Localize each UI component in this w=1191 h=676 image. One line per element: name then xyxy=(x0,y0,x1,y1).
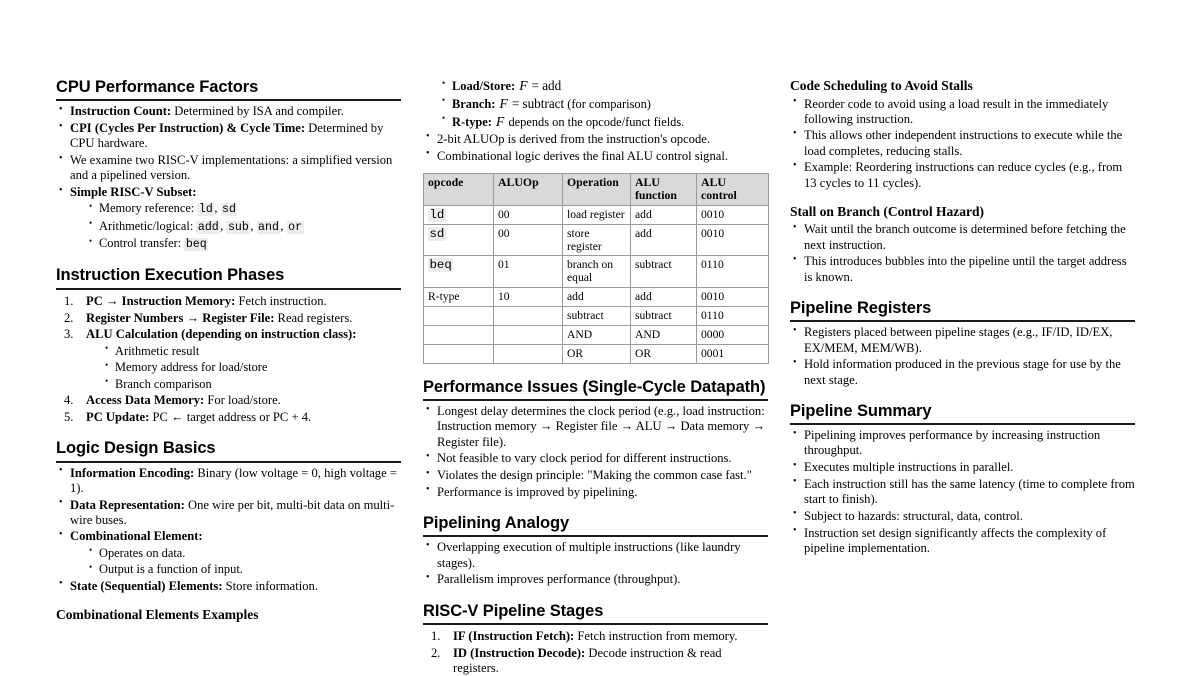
list-item-text: Fetch instruction. xyxy=(235,293,327,308)
list-item-label: Branch: xyxy=(452,96,496,111)
table-cell-operation: store register xyxy=(563,224,631,255)
table-cell-opcode: R-type xyxy=(424,287,494,306)
table-header-cell: ALU control xyxy=(697,173,769,205)
list-item-label: Combinational Element: xyxy=(70,529,203,544)
list-item-text: Performance is improved by pipelining. xyxy=(437,484,638,499)
table-cell-alu-function: add xyxy=(631,224,697,255)
sublist-riscv-subset xyxy=(70,201,401,252)
list-item xyxy=(441,114,768,130)
table-cell-alu-control: 0110 xyxy=(697,306,769,325)
list-item-text: This allows other independent instructions to execute while the load completes, reducing stalls. xyxy=(804,128,1123,158)
list-item-text: Registers placed between pipeline stages (e.g., IF/ID, ID/EX, EX/MEM, MEM/WB). xyxy=(804,325,1113,355)
table-cell-aluop: 10 xyxy=(494,287,563,306)
list-item-label: State (Sequential) Elements: xyxy=(70,578,223,593)
sublist-alu-calculation xyxy=(86,344,401,392)
table-row xyxy=(424,325,769,344)
section-heading-instruction-execution-phases: Instruction Execution Phases xyxy=(56,266,401,289)
table-header-cell: ALUOp xyxy=(494,173,563,205)
list-item xyxy=(423,485,768,500)
list-item-label: PC Update: xyxy=(86,409,150,424)
list-item-label: ALU Calculation (depending on instruction class): xyxy=(86,327,357,342)
list-item xyxy=(56,579,401,594)
math-symbol: F xyxy=(519,78,528,93)
list-item xyxy=(790,460,1135,475)
list-item-text: Combinational logic derives the final ALU control signal. xyxy=(437,148,728,163)
list-item xyxy=(56,466,401,496)
list-item-text: Decode instruction & read registers. xyxy=(453,645,722,676)
list-item-text: Longest delay determines the clock period (e.g., load instruction: Instruction memory → Register file → ALU → Data memory → Register file). xyxy=(437,404,766,449)
list-item-text: Store information. xyxy=(222,578,319,593)
code-token: add xyxy=(197,220,219,234)
table-row xyxy=(424,224,769,255)
table-cell-alu-control: 0110 xyxy=(697,256,769,287)
three-column-layout xyxy=(56,78,1135,676)
table-cell-operation: load register xyxy=(563,205,631,224)
list-item xyxy=(56,498,401,528)
list-pipeline-registers xyxy=(790,325,1135,387)
table-cell-operation: branch on equal xyxy=(563,256,631,287)
list-item xyxy=(423,468,768,483)
table-cell-alu-control: 0010 xyxy=(697,205,769,224)
table-cell-alu-control: 0010 xyxy=(697,224,769,255)
list-item xyxy=(104,377,401,392)
table-header-cell: opcode xyxy=(424,173,494,205)
code-token: beq xyxy=(429,258,452,273)
list-item xyxy=(423,451,768,466)
table-cell-operation: add xyxy=(563,287,631,306)
table-cell-aluop xyxy=(494,306,563,325)
list-item xyxy=(104,344,401,359)
list-item-text: Wait until the branch outcome is determined before fetching the next instruction. xyxy=(804,222,1126,252)
sublist-item-text: Control transfer: xyxy=(99,236,185,251)
table-cell-alu-control: 0001 xyxy=(697,344,769,363)
sublist-item-text: Arithmetic result xyxy=(115,343,200,358)
table-header-cell: ALU function xyxy=(631,173,697,205)
list-pipelining-analogy xyxy=(423,540,768,587)
list-cpu-performance-factors xyxy=(56,104,401,252)
table-cell-opcode xyxy=(424,224,494,255)
sublist-combinational-element xyxy=(70,546,401,578)
code-token: sd xyxy=(222,203,236,217)
list-item xyxy=(427,629,768,644)
sublist-item-text: Output is a function of input. xyxy=(99,562,243,577)
list-item-text: Read registers. xyxy=(274,310,353,325)
sublist-item-text: Operates on data. xyxy=(99,545,186,560)
list-item-text: Pipelining improves performance by increasing instruction throughput. xyxy=(804,428,1101,458)
list-item xyxy=(60,311,401,326)
section-heading-combinational-elements-examples: Combinational Elements Examples xyxy=(56,606,259,622)
list-item-text: Fetch instruction from memory. xyxy=(574,629,738,644)
table-cell-alu-control: 0000 xyxy=(697,325,769,344)
column-left xyxy=(56,78,401,626)
list-item xyxy=(104,360,401,375)
list-item xyxy=(423,540,768,570)
section-heading-logic-design-basics: Logic Design Basics xyxy=(56,439,401,462)
list-item-text: This introduces bubbles into the pipeline until the target address is known. xyxy=(804,254,1127,284)
list-item-text: 2-bit ALUOp is derived from the instruction's opcode. xyxy=(437,131,710,146)
list-code-scheduling xyxy=(790,97,1135,191)
list-item xyxy=(427,646,768,676)
list-item xyxy=(790,477,1135,507)
list-item xyxy=(790,526,1135,556)
table-row xyxy=(424,205,769,224)
list-item xyxy=(56,153,401,183)
list-item xyxy=(88,236,401,252)
list-riscv-pipeline-stages xyxy=(423,629,768,676)
table-cell-aluop: 01 xyxy=(494,256,563,287)
list-item-label: IF (Instruction Fetch): xyxy=(453,629,575,644)
list-item-text: We examine two RISC-V implementations: a simplified version and a pipelined version. xyxy=(70,153,393,183)
list-item xyxy=(56,121,401,151)
table-cell-alu-function: subtract xyxy=(631,256,697,287)
list-item xyxy=(56,185,401,252)
list-logic-design-basics xyxy=(56,466,401,594)
list-item-text: Reorder code to avoid using a load result in the immediately following instruction. xyxy=(804,96,1109,126)
code-token: beq xyxy=(185,238,207,252)
table-cell-alu-control: 0010 xyxy=(697,287,769,306)
table-cell-alu-function: OR xyxy=(631,344,697,363)
table-cell-aluop xyxy=(494,344,563,363)
section-heading-pipeline-summary: Pipeline Summary xyxy=(790,402,1135,425)
table-cell-alu-function: add xyxy=(631,205,697,224)
list-item-text: Not feasible to vary clock period for different instructions. xyxy=(437,451,732,466)
table-cell-aluop xyxy=(494,325,563,344)
list-item xyxy=(60,294,401,309)
section-heading-pipelining-analogy: Pipelining Analogy xyxy=(423,514,768,537)
list-item-label: Load/Store: xyxy=(452,79,516,93)
table-cell-opcode xyxy=(424,325,494,344)
list-item-text: Executes multiple instructions in parallel. xyxy=(804,460,1014,475)
list-item xyxy=(790,428,1135,458)
list-item-text: Determined by CPU hardware. xyxy=(70,121,384,151)
list-item xyxy=(790,222,1135,252)
list-item-text: Determined by ISA and compiler. xyxy=(171,104,344,119)
table-header-row xyxy=(424,173,769,205)
list-item-text: depends on the opcode/funct fields. xyxy=(505,114,685,129)
table-cell-opcode xyxy=(424,205,494,224)
code-token: sub xyxy=(227,220,249,234)
table-cell-alu-function: AND xyxy=(631,325,697,344)
list-item-label: Instruction Count: xyxy=(70,104,172,119)
table-cell-operation: OR xyxy=(563,344,631,363)
table-row xyxy=(424,344,769,363)
list-item xyxy=(423,572,768,587)
list-item xyxy=(423,149,768,164)
list-pipeline-summary xyxy=(790,428,1135,556)
list-item xyxy=(790,128,1135,158)
list-item-text: (for comparison) xyxy=(564,96,651,111)
table-cell-aluop: 00 xyxy=(494,205,563,224)
list-item-label: PC → Instruction Memory: xyxy=(86,293,236,308)
sublist-item-text: Memory reference: xyxy=(99,201,198,216)
list-performance-issues xyxy=(423,404,768,500)
section-heading-pipeline-registers: Pipeline Registers xyxy=(790,299,1135,322)
list-item xyxy=(790,325,1135,355)
alu-control-table xyxy=(423,173,769,364)
sublist-alu-function-cases xyxy=(423,78,768,130)
list-stall-on-branch xyxy=(790,222,1135,284)
list-item xyxy=(423,404,768,450)
list-item xyxy=(441,96,768,112)
list-item xyxy=(441,78,768,94)
list-item xyxy=(88,562,401,577)
code-token: and xyxy=(258,220,279,234)
code-token: ld xyxy=(198,203,213,217)
section-heading-cpu-performance-factors: CPU Performance Factors xyxy=(56,78,401,101)
list-item: • Memory reference: ld , sd xyxy=(88,201,401,217)
column-middle xyxy=(423,78,768,676)
list-item xyxy=(56,529,401,577)
list-item: • Arithmetic/logical: add , sub , and , or xyxy=(88,219,401,235)
list-item-label: CPI (Cycles Per Instruction) & Cycle Time: xyxy=(70,121,306,136)
list-item-text: Parallelism improves performance (throughput). xyxy=(437,572,681,587)
list-item xyxy=(60,393,401,408)
list-item xyxy=(60,410,401,425)
list-item xyxy=(88,546,401,561)
math-symbol: F xyxy=(499,95,508,111)
list-item-text: Overlapping execution of multiple instructions (like laundry stages). xyxy=(437,540,741,570)
table-header-cell: Operation xyxy=(563,173,631,205)
math-symbol: F xyxy=(496,113,505,129)
code-token: sd xyxy=(429,226,445,241)
list-item xyxy=(423,132,768,147)
sublist-item-text: Arithmetic/logical: xyxy=(99,218,197,233)
list-item xyxy=(790,357,1135,387)
code-token: or xyxy=(288,220,303,234)
list-item-text: Each instruction still has the same latency (time to complete from start to finish). xyxy=(804,476,1135,507)
list-item-text: One wire per bit, multi-bit data on multi-wire buses. xyxy=(70,497,395,527)
list-item-text: Subject to hazards: structural, data, control. xyxy=(804,508,1023,523)
table-row xyxy=(424,306,769,325)
table-cell-opcode xyxy=(424,306,494,325)
list-item xyxy=(56,104,401,119)
column-right xyxy=(790,78,1135,626)
table-row xyxy=(424,287,769,306)
list-item-text: Violates the design principle: "Making the common case fast." xyxy=(437,468,752,483)
list-item-text: Example: Reordering instructions can reduce cycles (e.g., from 13 cycles to 11 cycles). xyxy=(804,160,1123,190)
sublist-item-text: Memory address for load/store xyxy=(115,360,268,375)
table-cell-alu-function: add xyxy=(631,287,697,306)
list-item-label: R-type: xyxy=(452,114,492,129)
table-cell-opcode xyxy=(424,256,494,287)
sublist-item-text: Branch comparison xyxy=(115,376,212,391)
list-item-text: Instruction set design significantly affects the complexity of pipeline implementation. xyxy=(804,525,1107,555)
list-item-text: Hold information produced in the previous stage for use by the next stage. xyxy=(804,357,1121,387)
list-item-label: Information Encoding: xyxy=(70,465,195,480)
section-heading-performance-issues: Performance Issues (Single-Cycle Datapath) xyxy=(423,378,768,401)
table-row xyxy=(424,256,769,287)
list-item-label: Simple RISC-V Subset: xyxy=(70,185,197,200)
list-item-label: Data Representation: xyxy=(70,497,185,512)
list-item xyxy=(790,254,1135,284)
section-heading-code-scheduling: Code Scheduling to Avoid Stalls xyxy=(790,78,973,93)
math-operator: = xyxy=(531,78,540,93)
list-item-label: Access Data Memory: xyxy=(86,393,205,408)
math-value: subtract xyxy=(522,95,565,111)
math-operator: = xyxy=(511,95,520,111)
list-item-text: PC ← target address or PC + 4. xyxy=(149,409,312,424)
list-item-text: For load/store. xyxy=(204,393,281,408)
code-token: ld xyxy=(429,207,445,222)
table-cell-operation: subtract xyxy=(563,306,631,325)
table-cell-opcode xyxy=(424,344,494,363)
math-value: add xyxy=(542,78,562,93)
section-heading-stall-on-branch: Stall on Branch (Control Hazard) xyxy=(790,203,985,219)
section-heading-riscv-pipeline-stages: RISC-V Pipeline Stages xyxy=(423,602,768,625)
list-item-text: Binary (low voltage = 0, high voltage = 1). xyxy=(70,465,397,495)
list-item-label: ID (Instruction Decode): xyxy=(453,645,586,660)
list-item xyxy=(790,160,1135,190)
list-instruction-execution-phases xyxy=(56,294,401,425)
list-item-label: Register Numbers → Register File: xyxy=(86,310,275,325)
list-item xyxy=(60,327,401,391)
table-cell-aluop: 00 xyxy=(494,224,563,255)
table-cell-operation: AND xyxy=(563,325,631,344)
table-cell-alu-function: subtract xyxy=(631,306,697,325)
list-item xyxy=(790,97,1135,127)
list-item xyxy=(790,509,1135,524)
list-aluop-notes xyxy=(423,132,768,164)
